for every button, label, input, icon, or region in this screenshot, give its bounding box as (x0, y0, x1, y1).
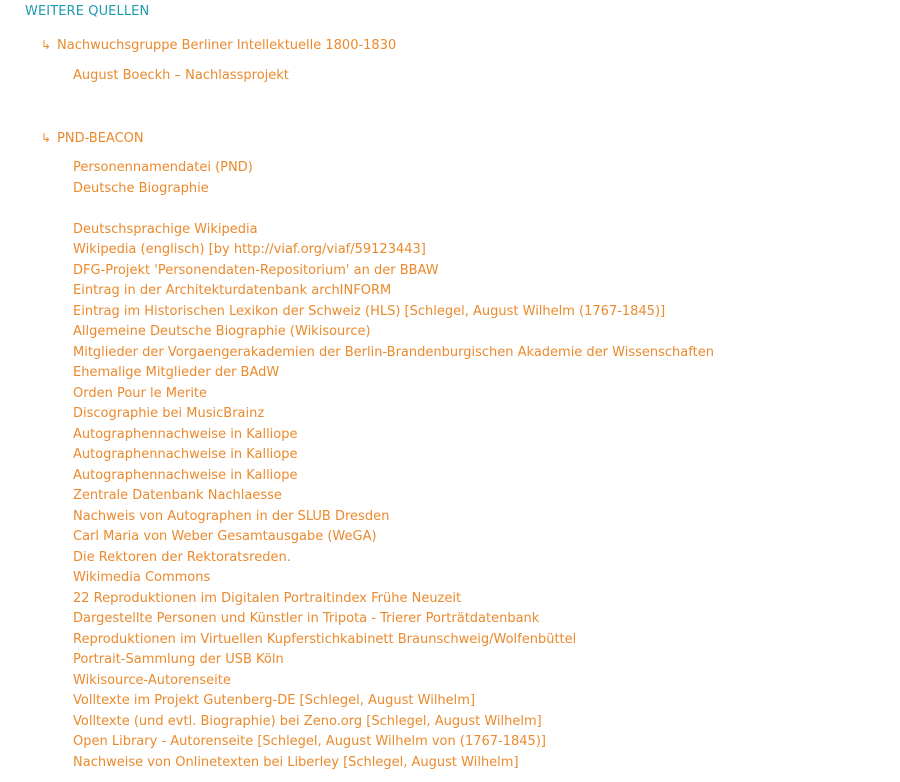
list-item (73, 609, 714, 630)
source-link[interactable]: Nachweise von Onlinetexten bei Liberley [Schlegel, August Wilhelm] (73, 754, 519, 770)
source-link[interactable]: Open Library - Autorenseite [Schlegel, August Wilhelm von (1767-1845)] (73, 734, 546, 749)
source-link[interactable]: Eintrag im Historischen Lexikon der Schweiz (HLS) [Schlegel, August Wilhelm (1767-1845)] (73, 303, 666, 319)
list-item (73, 404, 714, 425)
source-link[interactable]: Nachweis von Autographen in der SLUB Dresden (73, 508, 390, 524)
list-spacer (73, 199, 714, 220)
source-link[interactable]: Wikisource-Autorenseite (73, 672, 231, 688)
source-link[interactable]: Carl Maria von Weber Gesamtausgabe (WeGA) (73, 529, 377, 544)
source-link[interactable]: Reproduktionen im Virtuellen Kupferstichkabinett Braunschweig/Wolfenbüttel (73, 631, 577, 647)
page-heading: WEITERE QUELLEN (25, 4, 150, 19)
list-item (73, 261, 714, 282)
source-link[interactable]: Ehemalige Mitglieder der BAdW (73, 365, 280, 380)
source-link[interactable]: Wikimedia Commons (73, 570, 211, 585)
list-item (73, 732, 714, 753)
source-link[interactable]: Autographennachweise in Kalliope (73, 447, 298, 462)
list-item (73, 425, 714, 446)
list-item (73, 630, 714, 651)
list-item (73, 158, 714, 179)
list-item (73, 466, 714, 487)
list-item (73, 240, 714, 261)
group-header-nachwuchsgruppe[interactable] (41, 37, 396, 54)
group-title[interactable]: PND-BEACON (57, 131, 144, 146)
source-link[interactable]: Dargestellte Personen und Künstler in Tripota - Trierer Porträtdatenbank (73, 611, 540, 626)
list-item (73, 445, 714, 466)
source-link[interactable]: Volltexte (und evtl. Biographie) bei Zeno.org [Schlegel, August Wilhelm] (73, 713, 542, 729)
link-list-nachwuchsgruppe (73, 66, 289, 87)
source-link[interactable]: 22 Reproduktionen im Digitalen Portraitindex Frühe Neuzeit (73, 590, 462, 606)
source-link[interactable]: Zentrale Datenbank Nachlaesse (73, 488, 282, 503)
list-item (73, 322, 714, 343)
source-link[interactable]: August Boeckh – Nachlassprojekt (73, 68, 289, 83)
list-item (73, 281, 714, 302)
list-item (73, 650, 714, 671)
list-item (73, 384, 714, 405)
source-link[interactable]: Deutschsprachige Wikipedia (73, 221, 258, 237)
list-item (73, 66, 289, 87)
list-item (73, 343, 714, 364)
subitem-arrow-icon: ↳ (41, 131, 52, 145)
source-link[interactable]: Orden Pour le Merite (73, 385, 208, 401)
source-link[interactable]: Wikipedia (englisch) [by http://viaf.org/viaf/59123443] (73, 242, 426, 257)
group-title[interactable]: Nachwuchsgruppe Berliner Intellektuelle 1800-1830 (57, 38, 397, 53)
list-item (73, 568, 714, 589)
source-link[interactable]: DFG-Projekt 'Personendaten-Repositorium' an der BBAW (73, 262, 439, 278)
list-item (73, 179, 714, 200)
list-item (73, 363, 714, 384)
source-link[interactable]: Deutsche Biographie (73, 180, 209, 196)
source-link[interactable]: Autographennachweise in Kalliope (73, 426, 298, 442)
list-item (73, 691, 714, 712)
link-list-pnd-beacon (73, 158, 714, 773)
subitem-arrow-icon: ↳ (41, 38, 52, 52)
list-item (73, 220, 714, 241)
group-header-pnd-beacon[interactable] (41, 130, 144, 147)
list-item (73, 527, 714, 548)
list-item (73, 671, 714, 692)
list-item (73, 548, 714, 569)
source-link[interactable]: Autographennachweise in Kalliope (73, 467, 298, 483)
source-link[interactable]: Allgemeine Deutsche Biographie (Wikisource) (73, 324, 371, 339)
source-link[interactable]: Mitglieder der Vorgaengerakademien der Berlin-Brandenburgischen Akademie der Wissenschaften (73, 344, 714, 360)
list-item (73, 712, 714, 733)
source-link[interactable]: Eintrag in der Architekturdatenbank archINFORM (73, 283, 392, 298)
list-item (73, 507, 714, 528)
source-link[interactable]: Portrait-Sammlung der USB Köln (73, 652, 284, 667)
source-link[interactable]: Personennamendatei (PND) (73, 160, 253, 175)
list-item (73, 302, 714, 323)
source-link[interactable]: Die Rektoren der Rektoratsreden. (73, 549, 291, 565)
list-item (73, 589, 714, 610)
list-item (73, 486, 714, 507)
list-item (73, 753, 714, 774)
source-link[interactable]: Discographie bei MusicBrainz (73, 406, 265, 421)
source-link[interactable]: Volltexte im Projekt Gutenberg-DE [Schlegel, August Wilhelm] (73, 693, 476, 708)
